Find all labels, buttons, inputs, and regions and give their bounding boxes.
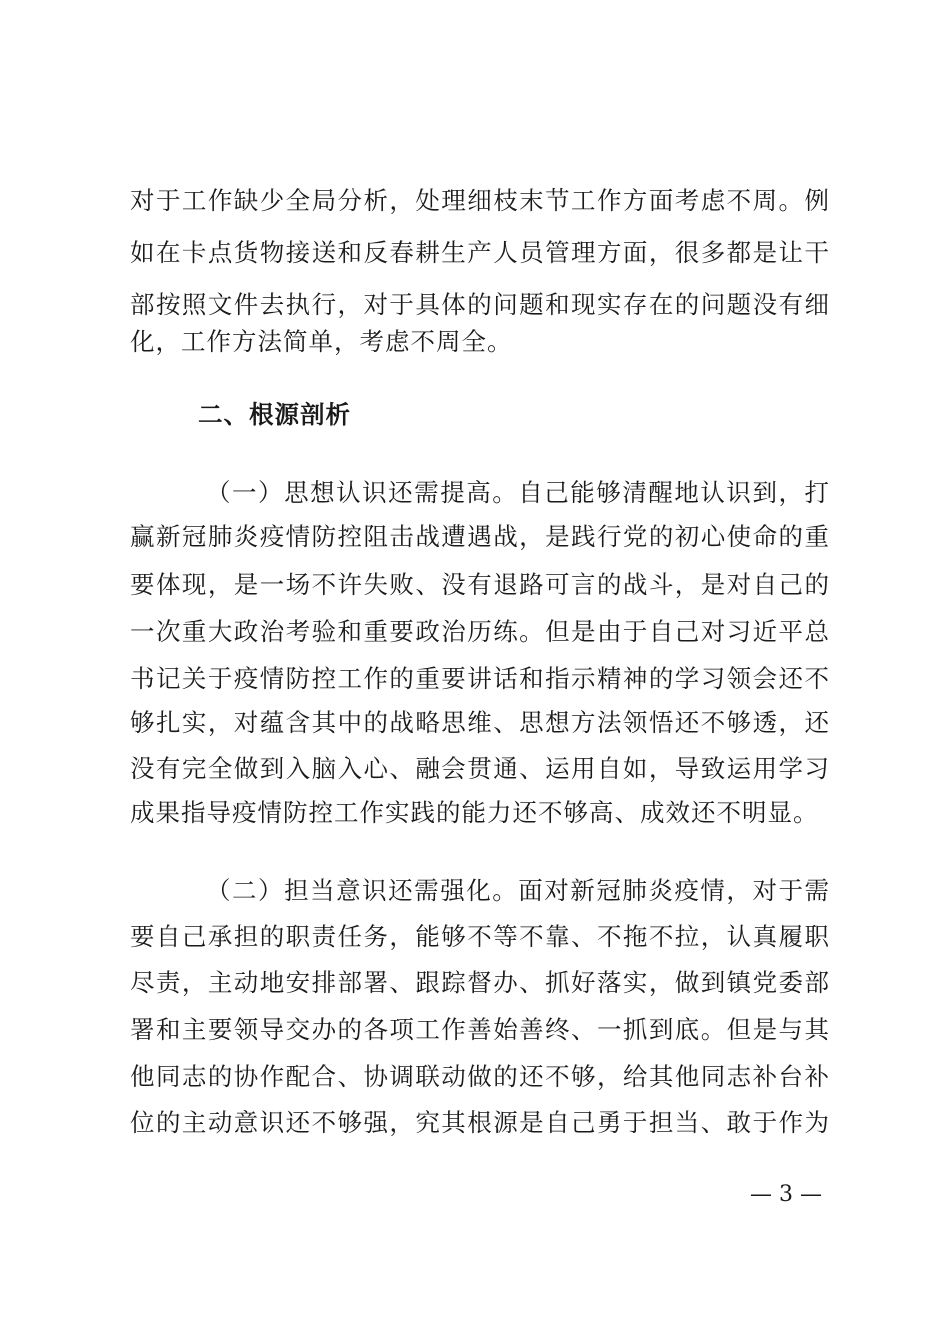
page-number: — 3 — bbox=[750, 1182, 822, 1207]
text-line: 尽责，主动地安排部署、跟踪督办、抓好落实，做到镇党委部 bbox=[130, 968, 830, 997]
section-heading: 二、根源剖析 bbox=[198, 400, 351, 429]
text-line: 要自己承担的职责任务，能够不等不靠、不拖不拉，认真履职 bbox=[130, 922, 830, 951]
text-line: 署和主要领导交办的各项工作善始善终、一抓到底。但是与其 bbox=[130, 1015, 830, 1044]
text-line: 他同志的协作配合、协调联动做的还不够，给其他同志补台补 bbox=[130, 1062, 830, 1091]
text-line: 对于工作缺少全局分析，处理细枝末节工作方面考虑不周。例 bbox=[130, 186, 830, 215]
text-line: 没有完全做到入脑入心、融会贯通、运用自如，导致运用学习 bbox=[130, 754, 830, 783]
text-line: 一次重大政治考验和重要政治历练。但是由于自己对习近平总 bbox=[130, 617, 830, 646]
text-line: 要体现，是一场不许失败、没有退路可言的战斗，是对自己的 bbox=[130, 570, 830, 599]
text-line: 书记关于疫情防控工作的重要讲话和指示精神的学习领会还不 bbox=[130, 664, 830, 693]
text-line: 如在卡点货物接送和反春耕生产人员管理方面，很多都是让干 bbox=[130, 238, 830, 267]
text-line: （二）担当意识还需强化。面对新冠肺炎疫情，对于需 bbox=[206, 876, 830, 905]
text-line: 成果指导疫情防控工作实践的能力还不够高、成效还不明显。 bbox=[130, 798, 819, 827]
text-line: 部按照文件去执行，对于具体的问题和现实存在的问题没有细 bbox=[130, 290, 830, 319]
text-line: 化，工作方法简单，考虑不周全。 bbox=[130, 327, 513, 356]
text-line: 赢新冠肺炎疫情防控阻击战遭遇战，是践行党的初心使命的重 bbox=[130, 522, 830, 551]
text-line: 够扎实，对蕴含其中的战略思维、思想方法领悟还不够透，还 bbox=[130, 708, 830, 737]
text-line: 位的主动意识还不够强，究其根源是自己勇于担当、敢于作为 bbox=[130, 1108, 830, 1137]
text-line: （一）思想认识还需提高。自己能够清醒地认识到，打 bbox=[206, 478, 830, 507]
